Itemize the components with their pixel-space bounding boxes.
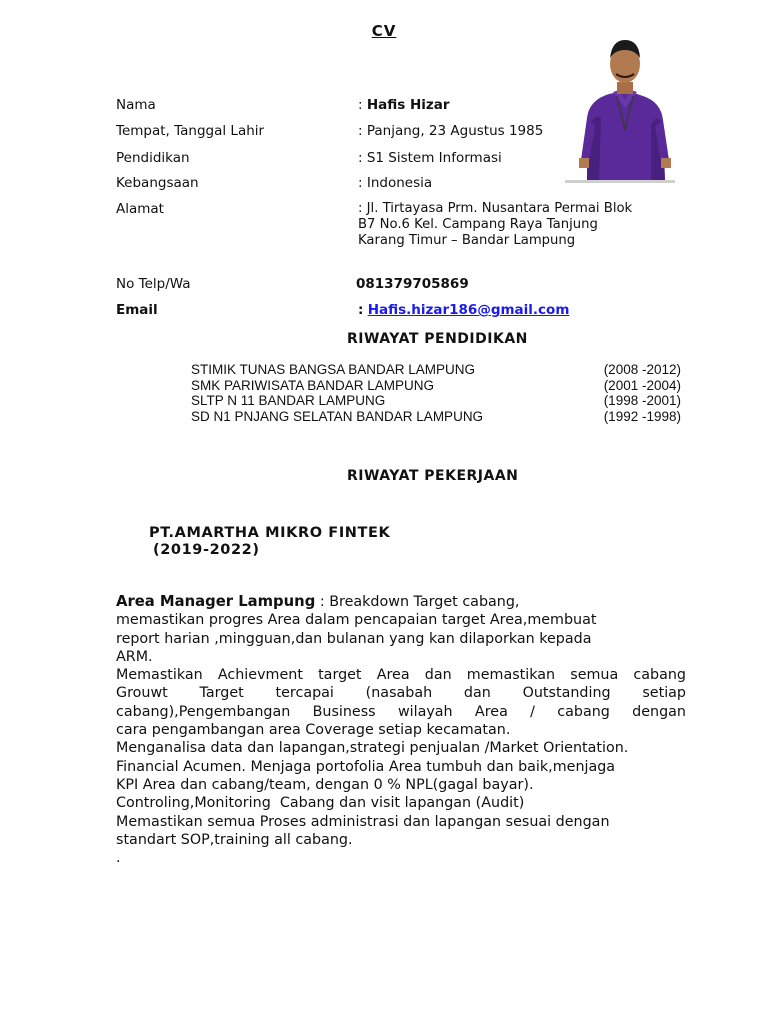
desc-line: Menganalisa data dan lapangan,strategi penjualan /Market Orientation. (116, 740, 629, 757)
desc-line: Financial Acumen. Menjaga portofolia Area tumbuh dan baik,menjaga (116, 758, 616, 775)
role-separator: : (315, 594, 330, 610)
education-heading: RIWAYAT PENDIDIKAN (347, 331, 528, 347)
company-period: (2019-2022) (153, 542, 260, 558)
email-value (358, 302, 569, 318)
education-item (191, 393, 681, 409)
phone-value: 081379705869 (356, 276, 469, 292)
phone-label: No Telp/Wa (116, 276, 191, 292)
school-years: (1992 -1998) (603, 408, 681, 424)
education-item (191, 409, 681, 425)
name-value (358, 97, 450, 113)
work-heading: RIWAYAT PEKERJAAN (347, 468, 519, 484)
school-years: (1998 -2001) (603, 393, 681, 409)
email-link[interactable]: Hafis.hizar186@gmail.com (367, 302, 570, 318)
job-role-line (116, 593, 686, 611)
name-label: Nama (116, 97, 156, 113)
desc-line: memastikan progres Area dalam pencapaian target Area,membuat (116, 612, 597, 629)
education-item (191, 362, 681, 378)
name-colon: : (358, 97, 363, 113)
education-item (191, 378, 681, 394)
desc-line: ARM. (116, 648, 153, 665)
school-name: SMK PARIWISATA BANDAR LAMPUNG (191, 377, 435, 393)
email-label: Email (116, 302, 158, 318)
address-value: : Jl. Tirtayasa Prm. Nusantara Permai Blok B7 No.6 Kel. Campang Raya Tanjung Karang Timur – Bandar Lampung (358, 201, 633, 248)
desc-line: Memastikan Achievment target Area dan memastikan semua cabang (116, 667, 686, 684)
education-value: : S1 Sistem Informasi (358, 150, 502, 166)
desc-line: Memastikan semua Proses administrasi dan lapangan sesuai dengan (116, 813, 610, 830)
desc-line: cabang),Pengembangan Business wilayah Area / cabang dengan (116, 703, 686, 720)
school-years: (2008 -2012) (603, 362, 681, 377)
school-years: (2001 -2004) (603, 377, 681, 393)
school-name: SLTP N 11 BANDAR LAMPUNG (191, 393, 386, 409)
name-text: Hafis Hizar (366, 97, 450, 113)
desc-line: KPI Area dan cabang/team, dengan 0 % NPL(gagal bayar). (116, 776, 534, 793)
desc-line: Grouwt Target tercapai (nasabah dan Outstanding setiap (116, 685, 686, 702)
education-label: Pendidikan (116, 150, 190, 166)
nationality-label: Kebangsaan (116, 175, 199, 191)
desc-first: Breakdown Target cabang, (329, 594, 520, 610)
desc-line: Controling,Monitoring Cabang dan visit lapangan (Audit) (116, 795, 525, 812)
page-title: CV (371, 22, 397, 40)
desc-line: report harian ,mingguan,dan bulanan yang kan dilaporkan kepada (116, 630, 592, 647)
school-name: SD N1 PNJANG SELATAN BANDAR LAMPUNG (191, 408, 484, 424)
desc-line: . (116, 850, 121, 867)
profile-photo (565, 30, 675, 184)
email-colon: : (358, 302, 364, 318)
company-name: PT.AMARTHA MIKRO FINTEK (149, 525, 391, 541)
nationality-value: : Indonesia (358, 175, 433, 191)
desc-line: standart SOP,training all cabang. (116, 831, 353, 848)
address-label: Alamat (116, 201, 164, 217)
birth-value: : Panjang, 23 Agustus 1985 (358, 123, 544, 139)
job-role: Area Manager Lampung (116, 593, 316, 610)
school-name: STIMIK TUNAS BANGSA BANDAR LAMPUNG (191, 362, 476, 377)
birth-label: Tempat, Tanggal Lahir (116, 123, 265, 139)
education-list (191, 362, 681, 424)
job-description (116, 593, 686, 867)
desc-line: cara pengambangan area Coverage setiap kecamatan. (116, 722, 511, 739)
